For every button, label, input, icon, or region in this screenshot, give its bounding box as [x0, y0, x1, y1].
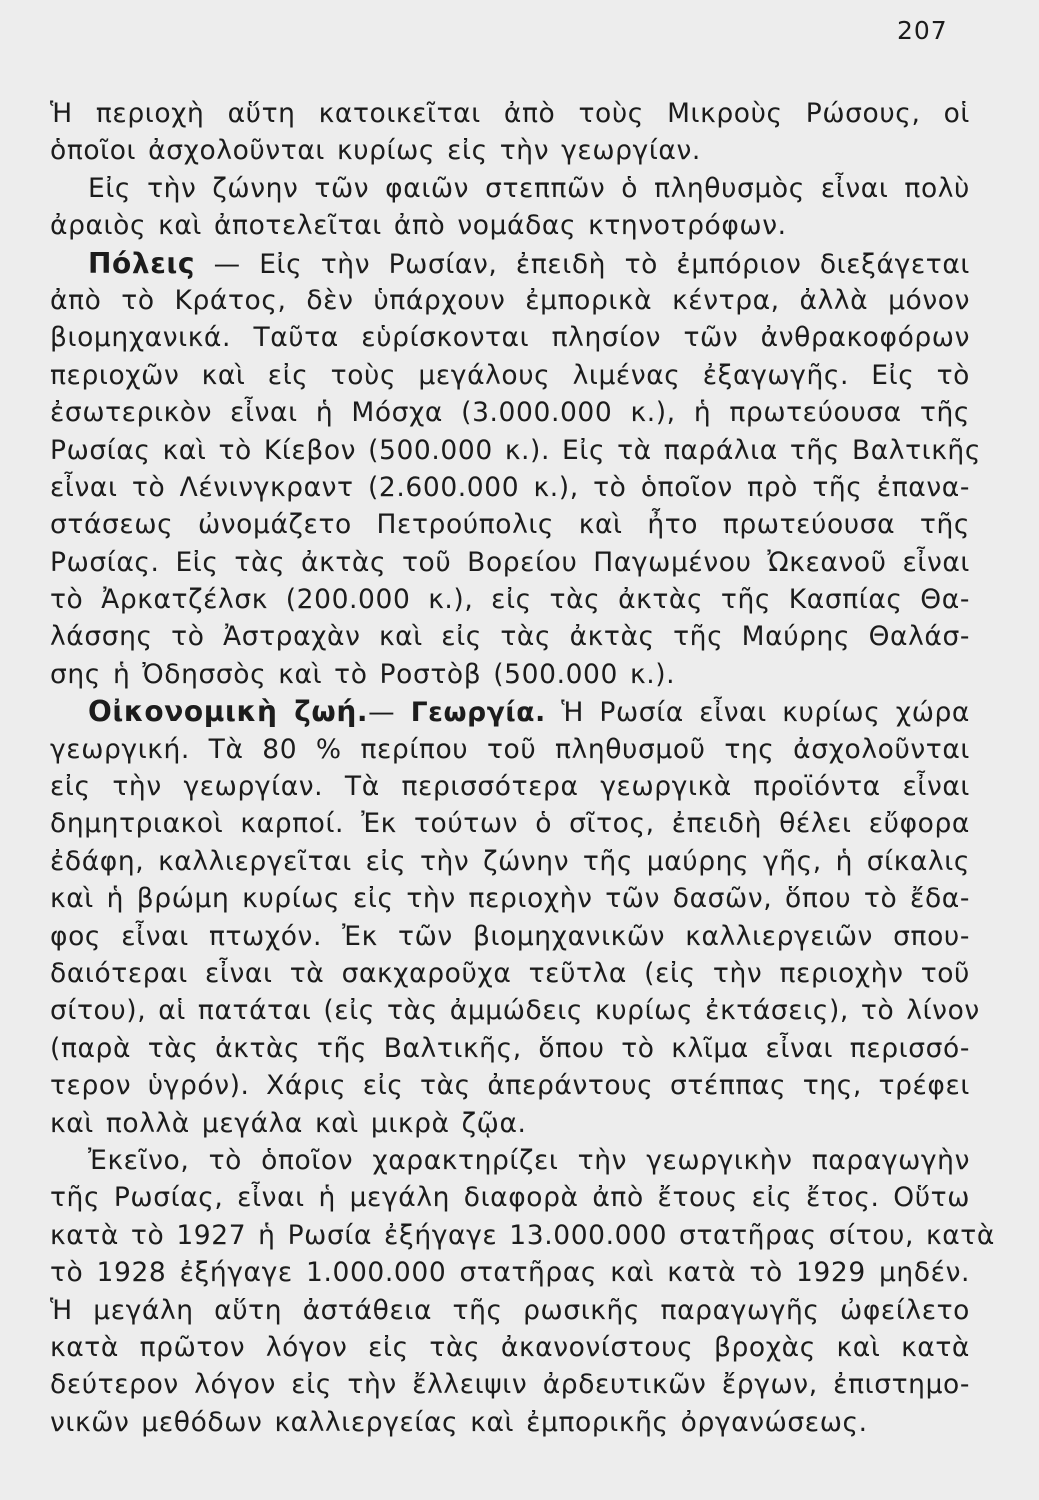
text-line: τὸ Ἀρκατζέλσκ (200.000 κ.), εἰς τὰς ἀκτὰς τῆς Κασπίας Θα- [50, 584, 970, 616]
text-line: κατὰ τὸ 1927 ἡ Ρωσία ἐξήγαγε 13.000.000 στατῆρας σίτου, κατὰ [50, 1219, 995, 1251]
text-line: τερον ὑγρόν). Χάρις εἰς τὰς ἀπεράντους στέππας της, τρέφει [50, 1070, 970, 1102]
text-line: Εἰς τὴν ζώνην τῶν φαιῶν στεππῶν ὁ πληθυσμὸς εἶναι πολὺ [88, 172, 970, 204]
text-line: δαιότεραι εἶναι τὰ σακχαροῦχα τεῦτλα (εἰς τὴν περιοχὴν τοῦ [50, 957, 970, 989]
text-line: τῆς Ρωσίας, εἶναι ἡ μεγάλη διαφορὰ ἀπὸ ἔτους εἰς ἔτος. Οὕτω [50, 1182, 970, 1214]
text-line: Εἰς τὴν Ρωσίαν, ἐπειδὴ τὸ ἐμπόριον διεξάγεται [259, 248, 971, 280]
cities-heading: Πόλεις [88, 246, 196, 280]
economy-paragraph-start [50, 693, 970, 730]
page-number: 207 [897, 16, 948, 45]
page-body-text [50, 95, 995, 1441]
text-line: Ρωσίας. Εἰς τὰς ἀκτὰς τοῦ Βορείου Παγωμένου Ὠκεανοῦ εἶναι [50, 546, 970, 578]
text-line: ἐδάφη, καλλιεργεῖται εἰς τὴν ζώνην τῆς μαύρης γῆς, ἡ σίκαλις [50, 845, 970, 877]
text-line: εἶναι τὸ Λένινγκραντ (2.600.000 κ.), τὸ ὁποῖον πρὸ τῆς ἐπανα- [50, 471, 970, 503]
text-line: δεύτερον λόγον εἰς τὴν ἔλλειψιν ἀρδευτικῶν ἔργων, ἐπιστημο- [50, 1369, 970, 1401]
text-line: ἀραιὸς καὶ ἀποτελεῖται ἀπὸ νομάδας κτηνοτρόφων. [50, 210, 787, 242]
text-line: καὶ ἡ βρώμη κυρίως εἰς τὴν περιοχὴν τῶν δασῶν, ὅπου τὸ ἔδα- [50, 883, 970, 915]
text-line: τὸ 1928 ἐξήγαγε 1.000.000 στατῆρας καὶ κατὰ τὸ 1929 μηδέν. [50, 1257, 970, 1289]
text-line: ἀπὸ τὸ Κράτος, δὲν ὑπάρχουν ἐμπορικὰ κέντρα, ἀλλὰ μόνον [50, 284, 970, 316]
text-line: Ἡ μεγάλη αὕτη ἀστάθεια τῆς ρωσικῆς παραγωγῆς ὠφείλετο [50, 1294, 970, 1326]
text-line: νικῶν μεθόδων καλλιεργείας καὶ ἐμπορικῆς ὀργανώσεως. [50, 1406, 868, 1438]
text-line: Ἡ Ρωσία εἶναι κυρίως χώρα [561, 697, 970, 729]
economy-heading: Οἰκονομικὴ ζωή. [88, 695, 369, 729]
text-line: περιοχῶν καὶ εἰς τοὺς μεγάλους λιμένας ἐξαγωγῆς. Εἰς τὸ [50, 359, 970, 391]
text-line: λάσσης τὸ Ἀστραχὰν καὶ εἰς τὰς ἀκτὰς τῆς Μαύρης Θαλάσ- [50, 621, 970, 653]
text-line: εἰς τὴν γεωργίαν. Τὰ περισσότερα γεωργικὰ προϊόντα εἶναι [50, 771, 970, 803]
text-line: στάσεως ὠνομάζετο Πετρούπολις καὶ ἦτο πρωτεύουσα τῆς [50, 509, 970, 541]
text-line: Ρωσίας καὶ τὸ Κίεβον (500.000 κ.). Εἰς τὰ παράλια τῆς Βαλτικῆς [50, 434, 981, 466]
economy-dash: — [368, 697, 396, 729]
text-line: γεωργική. Τὰ 80 % περίπου τοῦ πληθυσμοῦ της ἀσχολοῦνται [50, 733, 970, 765]
text-line: κατὰ πρῶτον λόγον εἰς τὰς ἀκανονίστους βροχὰς καὶ κατὰ [50, 1331, 970, 1363]
text-line: καὶ πολλὰ μεγάλα καὶ μικρὰ ζῷα. [50, 1107, 527, 1139]
text-line: σης ἡ Ὀδησσὸς καὶ τὸ Ροστὸβ (500.000 κ.). [50, 658, 676, 690]
text-line: σίτου), αἱ πατάται (εἰς τὰς ἀμμώδεις κυρίως ἐκτάσεις), τὸ λίνον [50, 995, 980, 1027]
text-line: Ἐκεῖνο, τὸ ὁποῖον χαρακτηρίζει τὴν γεωργικὴν παραγωγὴν [88, 1144, 970, 1176]
text-line: ἐσωτερικὸν εἶναι ἡ Μόσχα (3.000.000 κ.), ἡ πρωτεύουσα τῆς [50, 397, 970, 429]
text-line: φος εἶναι πτωχόν. Ἐκ τῶν βιομηχανικῶν καλλιεργειῶν σπου- [50, 920, 970, 952]
text-line: δημητριακοὶ καρποί. Ἐκ τούτων ὁ σῖτος, ἐπειδὴ θέλει εὔφορα [50, 808, 970, 840]
agriculture-subheading: Γεωργία. [410, 697, 546, 729]
text-line: βιομηχανικά. Ταῦτα εὑρίσκονται πλησίον τῶν ἀνθρακοφόρων [50, 322, 970, 354]
text-line: ὁποῖοι ἀσχολοῦνται κυρίως εἰς τὴν γεωργίαν. [50, 135, 701, 167]
text-line: Ἡ περιοχὴ αὕτη κατοικεῖται ἀπὸ τοὺς Μικροὺς Ρώσους, οἱ [50, 98, 970, 129]
text-line: (παρὰ τὰς ἀκτὰς τῆς Βαλτικῆς, ὅπου τὸ κλῖμα εἶναι περισσό- [50, 1032, 970, 1064]
cities-paragraph-start [50, 245, 970, 282]
cities-dash: — [213, 248, 241, 280]
